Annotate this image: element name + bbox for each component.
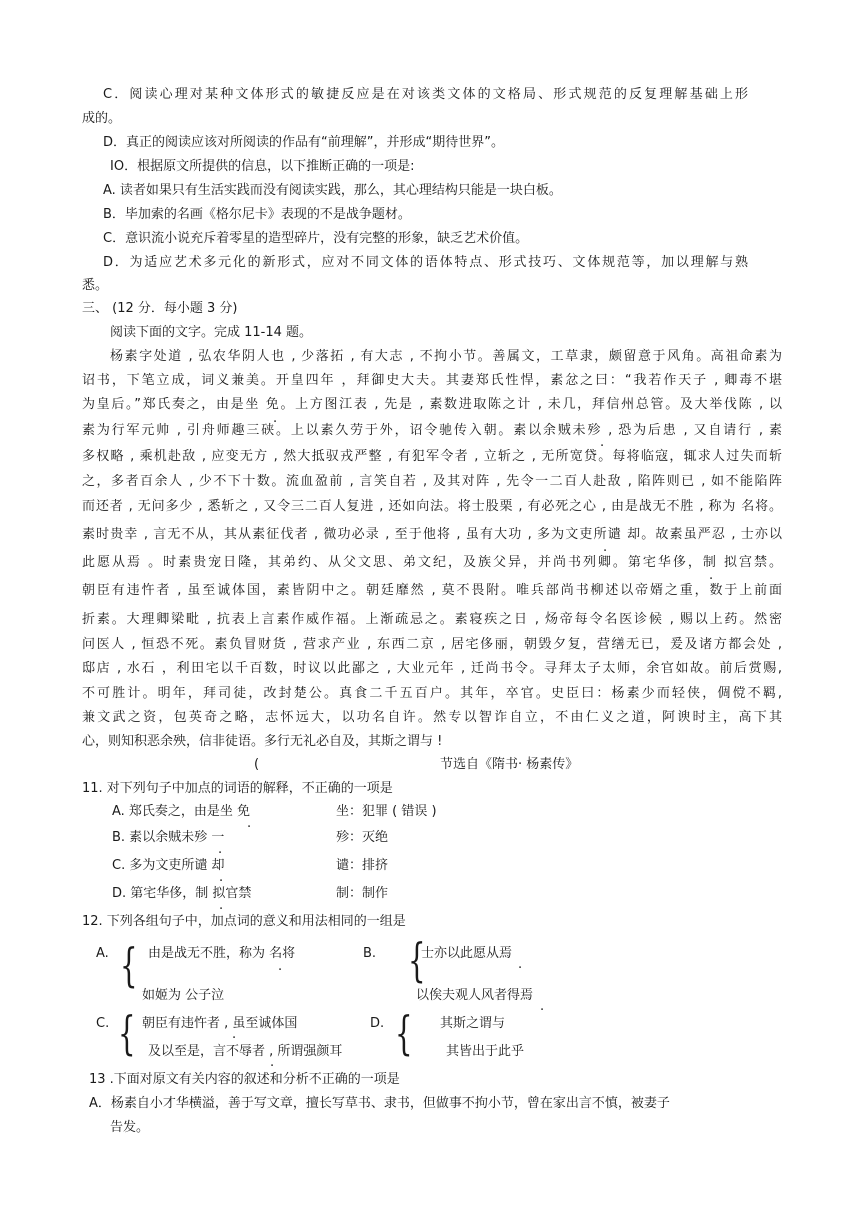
q11-option-c-explanation: 谴：排挤	[336, 858, 389, 873]
q9-option-c-line1: C．阅读心理对某种文体形式的敏捷反应是在对该类文体的文格局、形式规范的反复理解基础上形	[103, 87, 748, 102]
emphasis-dot: .	[600, 435, 605, 450]
brace-icon: {	[395, 1006, 413, 1060]
q11-option-a-explanation: 坐：犯罪 ( 错误 )	[336, 804, 437, 819]
passage-line: 此愿从焉 。时素贵宠日隆，其弟约、从父文思、弟文纪，及族父异，并尚书列卿。第宅华侈，制 拟宫禁。	[82, 555, 782, 570]
passage-line: 心，则知积恶余殃，信非徒语。多行无礼必自及，其斯之谓与 !	[82, 734, 443, 749]
q12-option-c-line1: 朝臣有违忤者 , 虽至诚体国	[142, 1016, 298, 1031]
q11-option-c-sentence: C. 多为文吏所谴 却	[112, 858, 225, 873]
q12-option-b-line1: 士亦以此愿从焉	[421, 946, 513, 961]
emphasis-dot: .	[518, 957, 523, 972]
passage-line: 素为行军元帅 , 引舟师趣三硖。上以素久劳于外，诏令驰传入朝。素以余贼未殄 , 恐为后患 , 又自请行 , 素	[82, 423, 782, 438]
q12-option-d-line1: 其斯之谓与	[440, 1016, 506, 1031]
q12-option-a-line2: 如姬为 公子泣	[142, 988, 225, 1003]
q12-option-b-label: B.	[363, 946, 377, 961]
emphasis-dot: .	[219, 898, 224, 913]
emphasis-dot: .	[603, 540, 608, 555]
q11-stem: 11. 对下列句子中加点的词语的解释，不正确的一项是	[82, 781, 393, 796]
q13-option-a-line1: A．杨素自小才华横溢，善于写文章，擅长写草书、隶书，但做事不拘小节，曾在家出言不慎，被妻子	[89, 1096, 670, 1111]
emphasis-dot: .	[540, 999, 545, 1014]
q10-option-b: B．毕加索的名画《格尔尼卡》表现的不是战争题材。	[103, 207, 411, 222]
q12-option-a-line1: 由是战无不胜，称为 名将	[148, 946, 296, 961]
passage-line: 杨素字处道 , 弘农华阴人也 , 少落拓 , 有大志 , 不拘小节。善属文，工草隶，颇留意于风角。高祖命素为	[110, 349, 782, 364]
brace-icon: {	[118, 1006, 136, 1060]
q11-option-d-explanation: 制：制作	[336, 886, 389, 901]
passage-line: 朝臣有违忤者 , 虽至诚体国，素皆阴中之。朝廷靡然 , 莫不畏附。唯兵部尚书柳述以帝婿之重，数于上前面	[82, 583, 782, 598]
q12-option-c-line2: 及以至是，言不辱者 , 所谓强颜耳	[148, 1044, 343, 1059]
q13-stem: 13 .下面对原文有关内容的叙述和分析不正确的一项是	[89, 1072, 400, 1087]
source-citation: 节选自《隋书· 杨素传》	[440, 757, 579, 772]
emphasis-dot: .	[219, 870, 224, 885]
q10-option-d-line1: D．为适应艺术多元化的新形式，应对不同文体的语体特点、形式技巧、文体规范等，加以理解与熟	[103, 255, 748, 270]
section3-heading: 三、 (12 分．每小题 3 分)	[82, 301, 238, 316]
q11-option-d-sentence: D. 第宅华侈，制 拟官禁	[112, 886, 252, 901]
passage-line: 折素。大理卿梁毗 , 抗表上言素作威作福。上渐疏忌之。素寝疾之日 , 炀帝每令名医诊候 , 赐以上药。然密	[82, 612, 782, 627]
q11-option-b-explanation: 殄：灭绝	[336, 830, 389, 845]
q10-stem: IO．根据原文所提供的信息，以下推断正确的一项是:	[110, 159, 415, 174]
passage-line: 不可胜计。明年，拜司徒，改封楚公。真食二千五百户。其年，卒官。史臣曰：杨素少而轻侠，倜傥不羁,	[82, 686, 782, 701]
q12-option-b-line2: 以俟夫观人风者得焉	[416, 988, 534, 1003]
emphasis-dot: .	[270, 1055, 275, 1070]
passage-line: 多权略 , 乘机赴敌 , 应变无方 , 然大抵驭戎严整 , 有犯军令者 , 立斩之 , 无所宽贷。每将临寇，辄求人过失而斩	[82, 449, 782, 464]
emphasis-dot: .	[709, 568, 714, 583]
q12-stem: 12. 下列各组句子中，加点词的意义和用法相同的一组是	[82, 914, 406, 929]
passage-line: 为皇后。”郑氏奏之，由是坐 免。上方图江表 , 先是 , 素数进取陈之计 , 未几，拜信州总管。及大举伐陈 , 以	[82, 397, 782, 412]
emphasis-dot: .	[247, 816, 252, 831]
q10-option-a: A. 读者如果只有生活实践而没有阅读实践，那么，其心理结构只能是一块白板。	[103, 183, 562, 198]
passage-line: 问医人 , 恒恐不死。素负冒财货 , 营求产业 , 东西二京 , 居宅侈丽，朝毁夕复，营缮无已，爰及诸方都会处 ,	[82, 637, 782, 652]
q12-option-a-label: A.	[96, 946, 109, 961]
q11-option-b-sentence: B. 素以余贼未殄 一	[112, 830, 225, 845]
q10-option-c: C．意识流小说充斥着零星的造型碎片，没有完整的形象，缺乏艺术价值。	[103, 231, 529, 246]
passage-line: 邸店 , 水石 ，利田宅以千百数，时议以此鄙之 , 大业元年 , 迁尚书令。寻拜太子太师，余官如故。前后赏赐,	[82, 661, 782, 676]
emphasis-dot: .	[232, 1027, 237, 1042]
source-paren: (	[254, 757, 260, 772]
section3-intro: 阅读下面的文字。完成 11-14 题。	[110, 325, 313, 340]
brace-icon: {	[120, 938, 138, 992]
q12-option-d-label: D.	[370, 1016, 385, 1031]
q11-option-a-sentence: A. 郑氏奏之，由是坐 免	[112, 804, 251, 819]
passage-line: 而还者 , 无问多少 , 悉斩之 , 又令三二百人复进 , 还如向法。将士股栗 , 有必死之心 , 由是战无不胜 , 称为 名将。	[82, 499, 782, 514]
q12-option-c-label: C.	[96, 1016, 110, 1031]
passage-line: 之，多者百余人 , 少不下十数。流血盈前 , 言笑自若 , 及其对阵 , 先令一二百人赴敌 , 陷阵则已 , 如不能陷阵	[82, 474, 782, 489]
q12-option-d-line2: 其皆出于此乎	[446, 1044, 525, 1059]
q10-option-d-line2: 悉。	[82, 278, 109, 293]
passage-line: 诏书，下笔立成，词义兼美。开皇四年 ，拜御史大夫。其妻郑氏性悍，素忿之曰：“我若作天子 , 卿毒不堪	[82, 373, 782, 388]
emphasis-dot: .	[273, 411, 278, 426]
emphasis-dot: .	[218, 842, 223, 857]
passage-line: 兼文武之资，包英奇之略，志怀远大，以功名自许。然专以智诈自立，不由仁义之道，阿谀时主，高下其	[82, 710, 782, 725]
q9-option-c-line2: 成的。	[82, 111, 122, 126]
brace-icon: {	[408, 933, 426, 987]
passage-line: 素时贵幸 , 言无不从，其从素征伐者 , 微功必录 , 至于他将 , 虽有大功 , 多为文吏所谴 却。故素虽严忍 , 士亦以	[82, 527, 782, 542]
q13-option-a-line2: 告发。	[110, 1120, 150, 1135]
emphasis-dot: .	[278, 959, 283, 974]
q9-option-d: D．真正的阅读应该对所阅读的作品有“前理解”，并形成“期待世界”。	[103, 135, 504, 150]
